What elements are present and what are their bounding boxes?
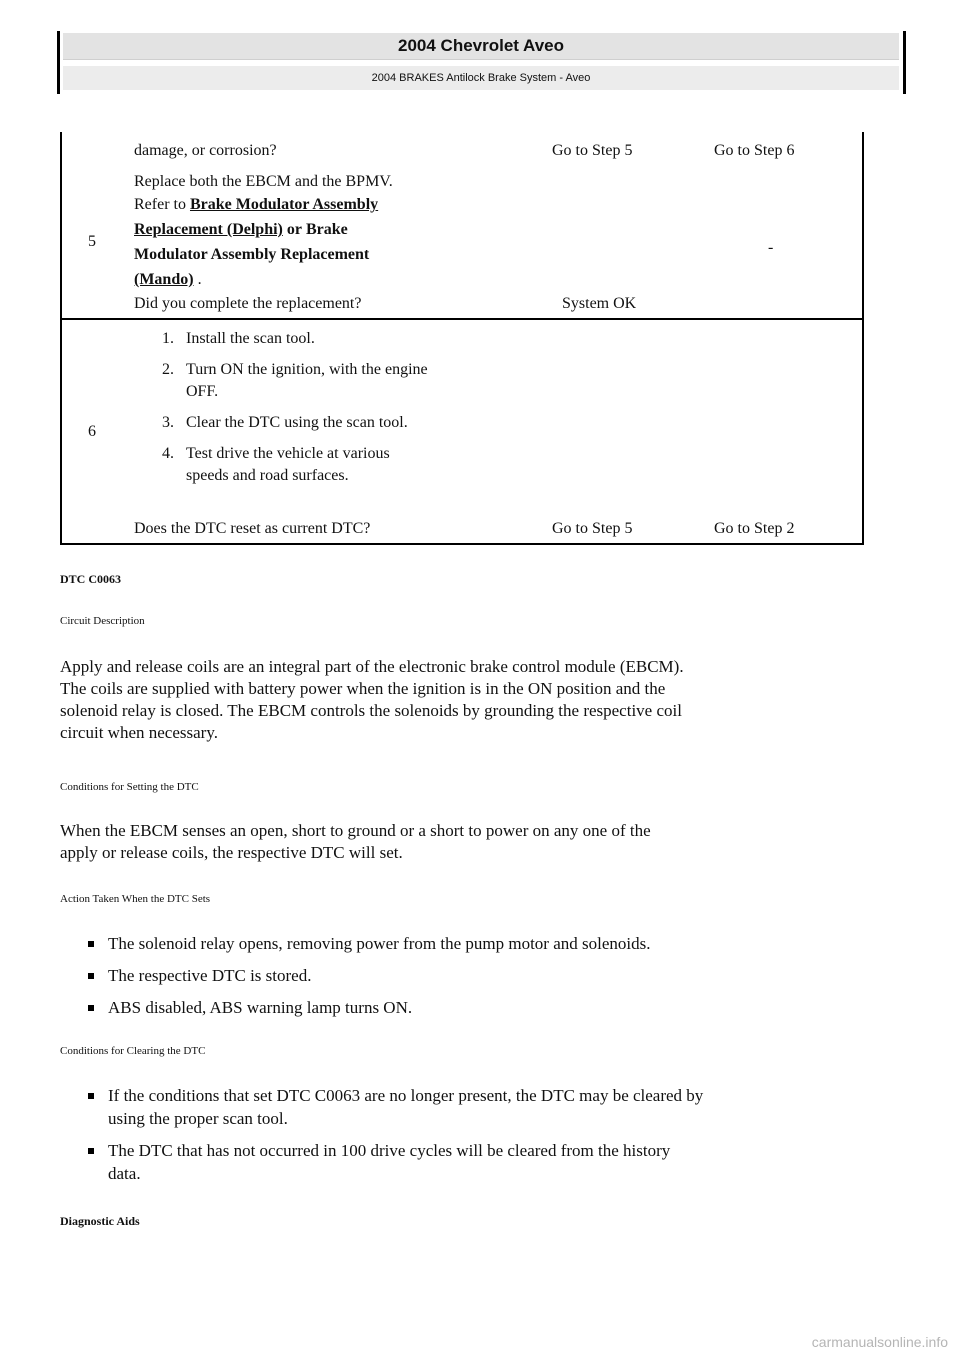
list-item: 3. Clear the DTC using the scan tool.: [162, 414, 408, 431]
step5-line1: Replace both the EBCM and the BPMV.: [134, 173, 393, 190]
row-divider: [62, 318, 862, 320]
link-brake-modulator-mando-cont[interactable]: Modulator Assembly Replacement: [134, 246, 370, 263]
list-item: The solenoid relay opens, removing power from the pump motor and solenoids.: [86, 932, 906, 955]
header-left-border: [57, 31, 60, 94]
step5-refer-text: Refer to: [134, 196, 186, 213]
step5-line3: [134, 220, 348, 240]
link-brake-modulator-delphi[interactable]: Brake Modulator Assembly: [189, 196, 379, 213]
step6-question: Does the DTC reset as current DTC?: [134, 520, 371, 537]
step6-procedure-list: [150, 328, 428, 496]
row-top-yes: Go to Step 5: [552, 142, 633, 159]
setting-conditions-text: When the EBCM senses an open, short to ground or a short to power on any one of the apply or release coils, the respective DTC will set.: [60, 821, 651, 862]
clearing-conditions-list: [86, 1084, 906, 1194]
clearing-conditions-heading: Conditions for Clearing the DTC: [60, 1045, 206, 1057]
watermark-footer: carmanualsonline.info: [811, 1334, 948, 1350]
list-item: ABS disabled, ABS warning lamp turns ON.: [86, 996, 906, 1019]
link-mando[interactable]: (Mando): [134, 271, 194, 288]
link-brake-modulator-delphi-cont[interactable]: Replacement (Delphi): [134, 221, 283, 238]
step6-no: Go to Step 2: [714, 520, 795, 537]
link-brake-modulator-mando[interactable]: Brake: [305, 221, 348, 238]
list-item: The DTC that has not occurred in 100 drive cycles will be cleared from the history data.: [86, 1139, 906, 1185]
row-top-no: Go to Step 6: [714, 142, 795, 159]
diagnostic-aids-heading: Diagnostic Aids: [60, 1214, 140, 1228]
step5-line5: [134, 270, 202, 290]
list-item: The respective DTC is stored.: [86, 964, 906, 987]
step5-refer-line: [134, 195, 378, 215]
step5-yes: System OK: [562, 295, 637, 312]
step-number-5: 5: [88, 233, 96, 250]
circuit-description-heading: Circuit Description: [60, 615, 145, 627]
dtc-heading: DTC C0063: [60, 572, 122, 586]
document-title: 2004 Chevrolet Aveo: [63, 33, 899, 60]
step6-yes: Go to Step 5: [552, 520, 633, 537]
step5-or: or: [286, 221, 302, 238]
step-number-6: 6: [88, 423, 96, 440]
header-right-border: [903, 31, 906, 94]
step5-question: Did you complete the replacement?: [134, 295, 362, 312]
step5-period: .: [197, 271, 202, 288]
page-header: [57, 31, 903, 94]
step5-no: -: [768, 239, 774, 256]
list-item: 2. Turn ON the ignition, with the engine OFF.: [162, 361, 428, 400]
action-taken-list: [86, 932, 906, 1028]
diagnostic-table: [60, 132, 864, 545]
action-taken-heading: Action Taken When the DTC Sets: [60, 893, 211, 905]
document-subtitle: 2004 BRAKES Antilock Brake System - Aveo: [63, 66, 899, 90]
list-item: 4. Test drive the vehicle at various speeds and road surfaces.: [162, 445, 390, 484]
circuit-description-text: Apply and release coils are an integral part of the electronic brake control module (EBCM). The coils are supplied with battery power when the ignition is in the ON position and the solenoid relay is closed. The EBCM controls the solenoids by grounding the respective coil circuit when necessary.: [60, 657, 684, 742]
row-top-action: damage, or corrosion?: [134, 142, 277, 159]
list-item: 1. Install the scan tool.: [162, 330, 315, 347]
setting-conditions-heading: Conditions for Setting the DTC: [60, 781, 199, 793]
list-item: If the conditions that set DTC C0063 are no longer present, the DTC may be cleared by using the proper scan tool.: [86, 1084, 906, 1130]
